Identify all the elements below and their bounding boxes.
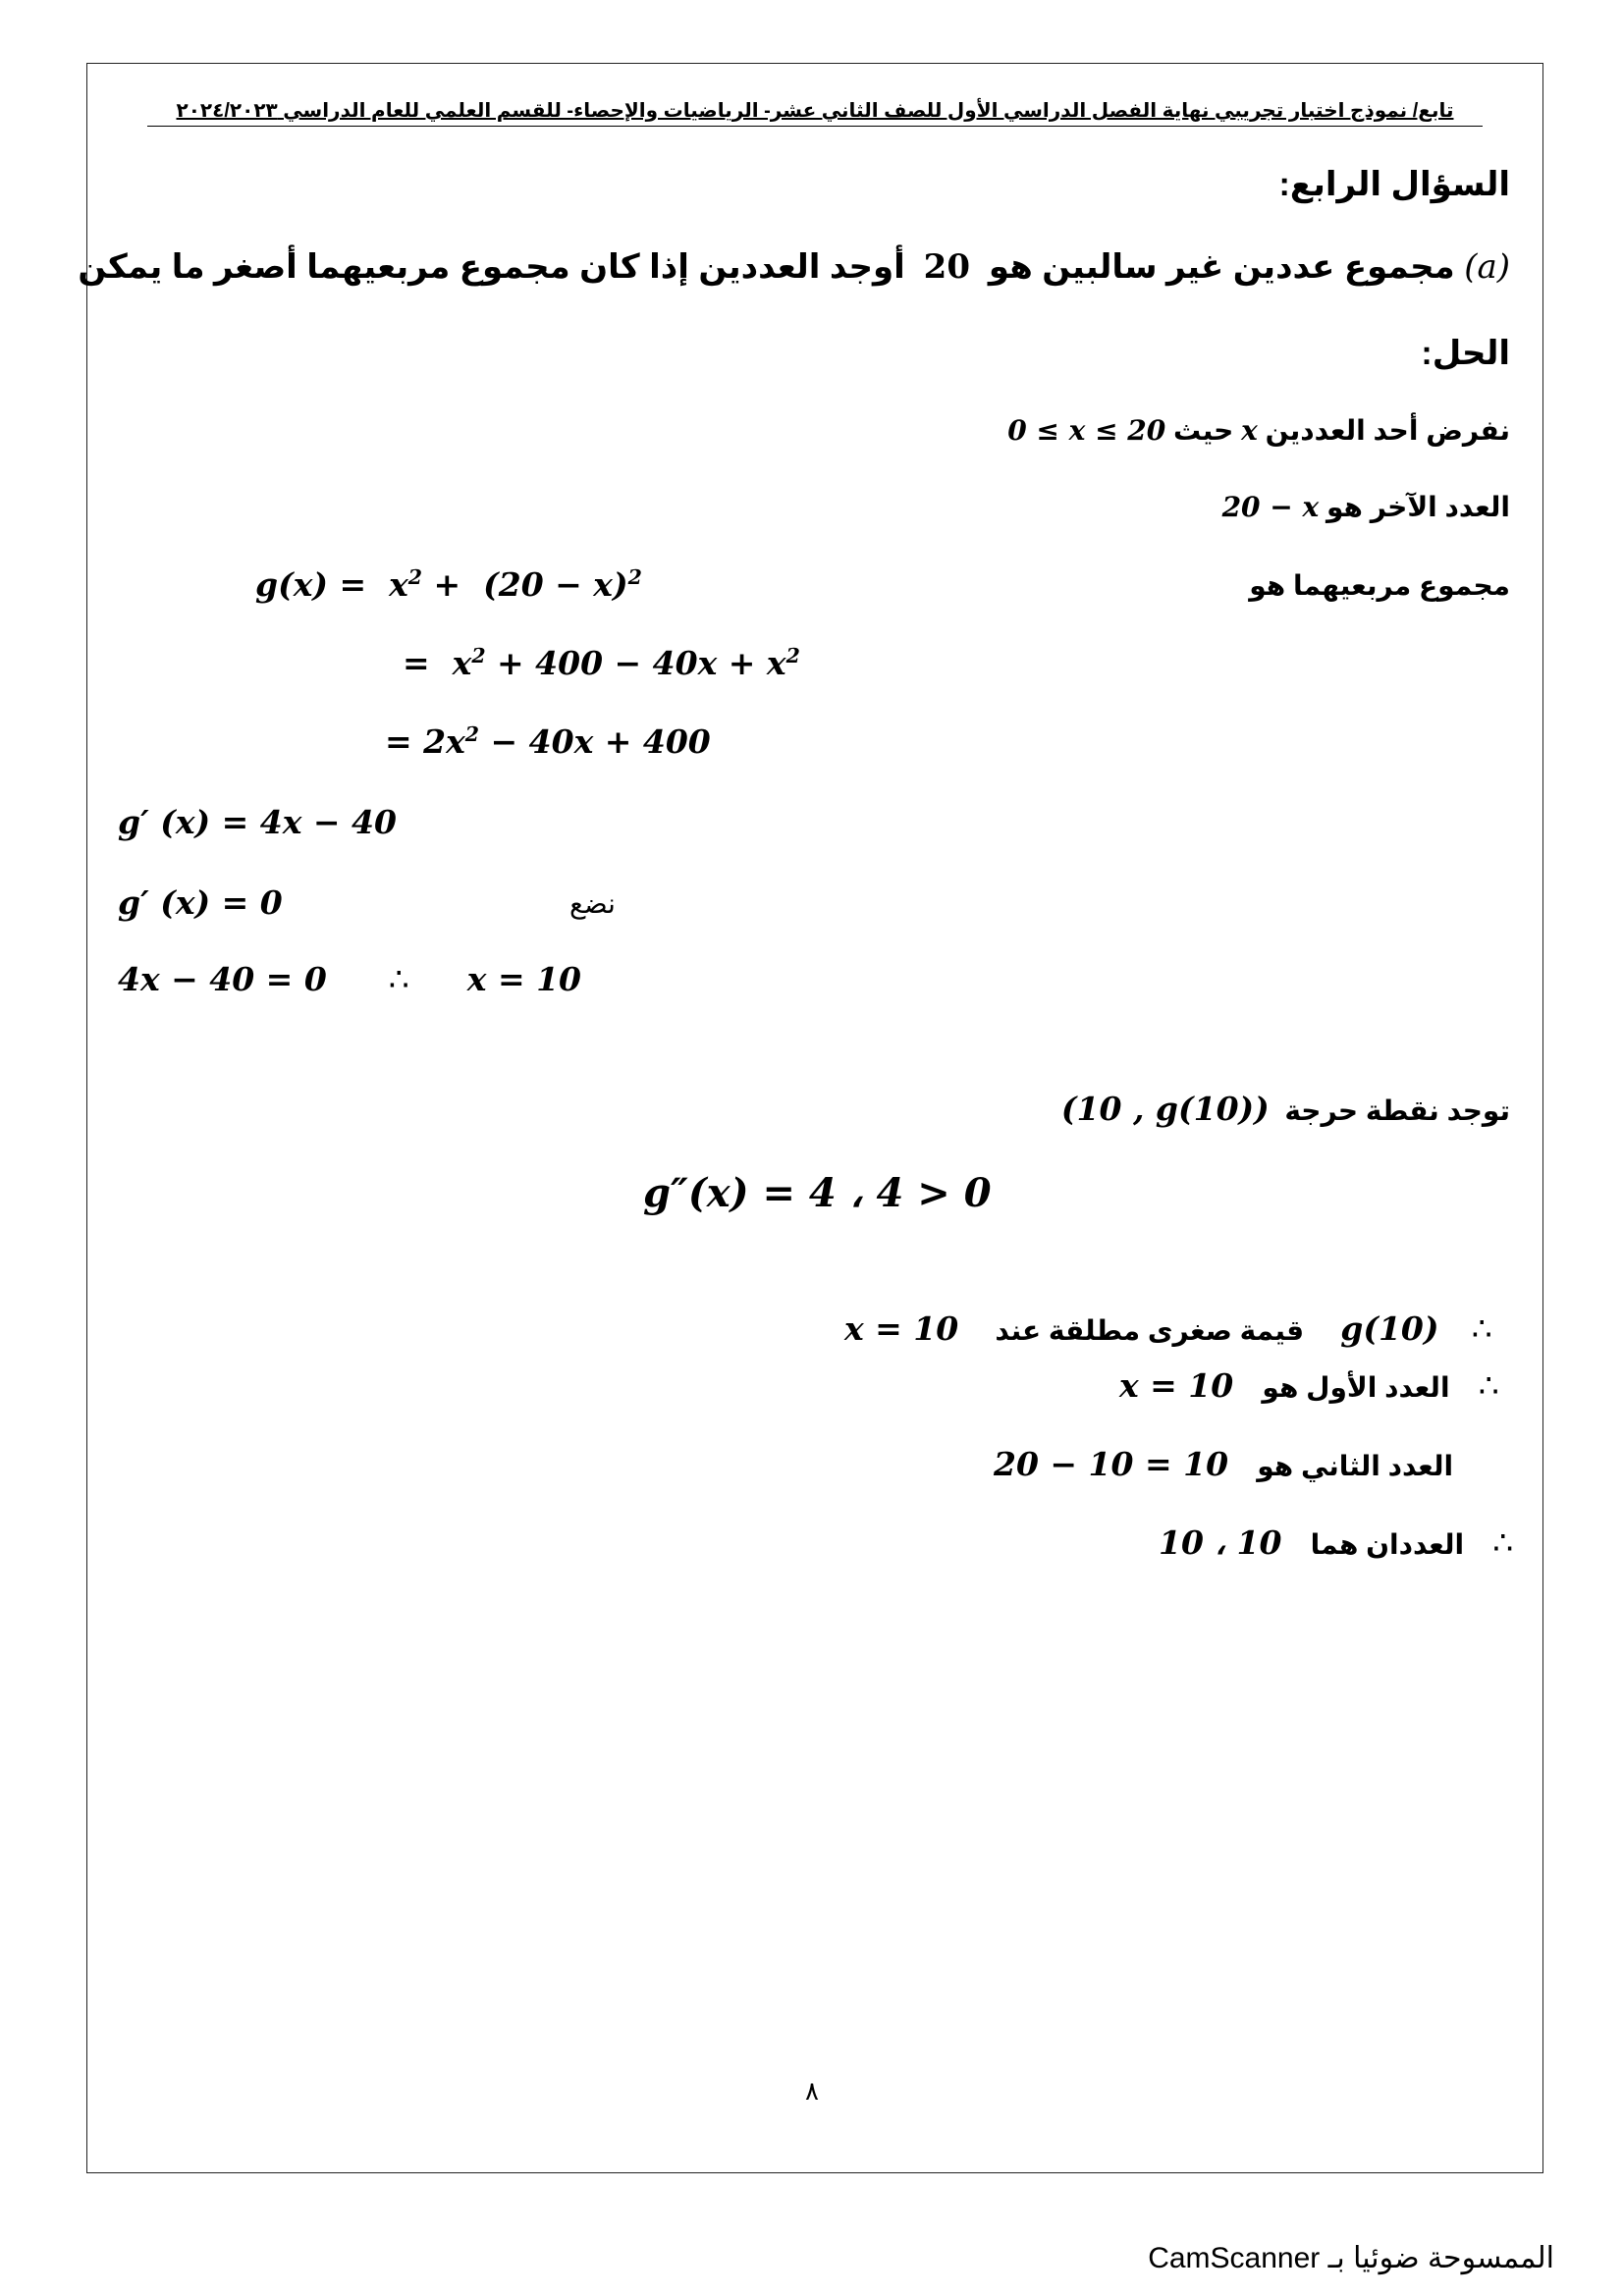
question-sum: 20 — [923, 247, 970, 287]
therefore-symbol: ∴ — [1471, 1309, 1492, 1348]
g-def-line1: $g(x) = x^2 + (20 - x)^2$ — [255, 565, 642, 604]
assume-var: x — [1241, 414, 1258, 447]
part-label: (a) — [1464, 247, 1510, 287]
second-number-line — [994, 1445, 1473, 1483]
question-a — [78, 247, 1510, 287]
conclusion-g: g(10) — [1340, 1309, 1439, 1348]
first-value: x = 10 — [1119, 1366, 1234, 1405]
question-text-before: مجموع عددين غير سالبين هو — [988, 248, 1455, 286]
assume-inequality: 0 ≤ x ≤ 20 — [1007, 414, 1166, 447]
second-text: العدد الثاني هو — [1257, 1451, 1454, 1481]
therefore-symbol: ∴ — [388, 960, 409, 998]
numbers-line — [1159, 1523, 1513, 1562]
other-expr: 20 − x — [1221, 491, 1320, 523]
therefore-symbol: ∴ — [1492, 1523, 1514, 1562]
question-text-after: أوجد العددين إذا كان مجموع مربعيهما أصغر ما يمكن — [78, 248, 905, 286]
header-underline — [147, 126, 1483, 127]
first-number-line — [1119, 1366, 1499, 1405]
therefore-symbol: ∴ — [1478, 1366, 1499, 1405]
critical-text: توجد نقطة حرجة — [1284, 1095, 1510, 1126]
other-text: العدد الآخر هو — [1325, 492, 1510, 522]
conclusion-text: قيمة صغرى مطلقة عند — [995, 1315, 1305, 1346]
sum-squares-text: مجموع مربعيهما هو — [1249, 570, 1510, 601]
derivative-zero: g′ (x) = 0 — [118, 883, 283, 922]
numbers-text: العددان هما — [1310, 1529, 1465, 1560]
critical-point: (10 , g(10)) — [1060, 1090, 1270, 1128]
solve-equation: 4x − 40 = 0 — [118, 960, 327, 998]
page-number: ٨ — [805, 2076, 819, 2106]
numbers-value: 10 ، 10 — [1159, 1523, 1282, 1562]
assume-text: نفرض أحد العددين — [1265, 415, 1510, 446]
camscanner-footer: الممسوحة ضوئيا بـ CamScanner — [1148, 2242, 1554, 2274]
solution-title: الحل: — [1421, 335, 1510, 372]
g-def-line2: = $x^2 + 400 - 40x + x^2$ — [403, 644, 800, 682]
put-text: نضع — [569, 888, 616, 919]
question-title: السؤال الرابع: — [1278, 166, 1510, 203]
second-value: 20 − 10 = 10 — [994, 1445, 1229, 1483]
exam-header: تابع/ نموذج اختبار تجريبي نهاية الفصل الدراسي الأول للصف الثاني عشر- الرياضيات والإحصاء- للقسم العلمي للعام الدراسي ٢٠٢٤/٢٠٢٣ — [176, 100, 1454, 122]
solve-line — [118, 960, 581, 998]
assume-line — [1007, 414, 1510, 447]
first-derivative: g′ (x) = 4x − 40 — [118, 803, 397, 841]
solve-result: x = 10 — [466, 960, 582, 998]
critical-point-line — [1061, 1090, 1510, 1128]
conclusion-x: x = 10 — [844, 1309, 959, 1348]
first-text: العدد الأول هو — [1262, 1372, 1450, 1403]
assume-where: حيث — [1173, 415, 1234, 446]
conclusion-line — [844, 1309, 1492, 1348]
second-derivative: g″(x) = 4 ، 4 > 0 — [643, 1170, 992, 1216]
other-number-line — [1222, 491, 1510, 523]
g-def-line3: = $2x^2 - 40x + 400$ — [385, 722, 711, 761]
